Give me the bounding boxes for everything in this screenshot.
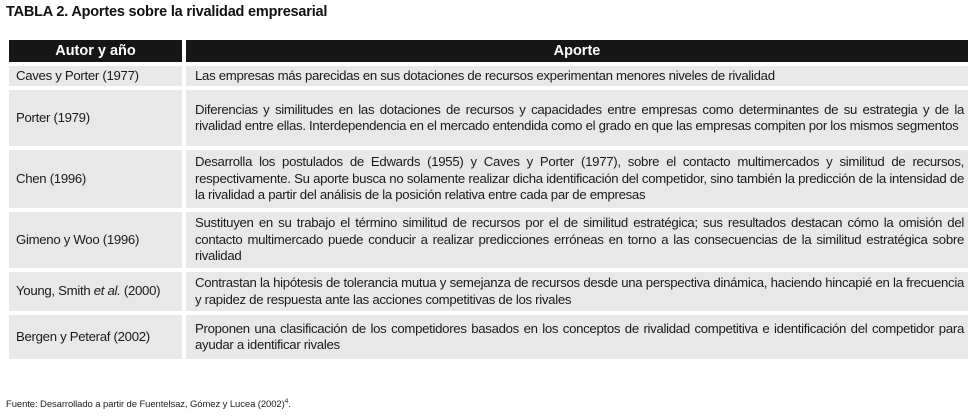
source-note: Fuente: Desarrollado a partir de Fuentelsaz, Gómez y Lucea $(2002)^4$.: [6, 398, 291, 411]
header-contribution: Aporte: [186, 40, 968, 62]
contribution-cell: Diferencias y similitudes en las dotaciones de recursos y capacidades entre empresas como determinantes de su estrategia y de la rivalidad entre ellas. Interdependencia en el mercado entendida como el grado en que las empresas compiten por los mismos segmentos: [186, 86, 968, 146]
contribution-cell: Desarrolla los postulados de Edwards (1955) y Caves y Porter (1977), sobre el contacto multimercados y similitud de recursos, respectivamente. Su aporte busca no solamente realizar dicha identificación del competidor, sino también la predicción de la intensidad de la rivalidad a partir del análisis de la posición relativa entre cada par de empresas: [186, 146, 968, 208]
contributions-table: [9, 40, 968, 359]
author-cell: Young, Smith et al. (2000): [9, 268, 186, 311]
footnote-mark: 4: [284, 398, 289, 405]
author-cell: Bergen y Peteraf (2002): [9, 311, 186, 359]
author-cell: Chen (1996): [9, 146, 186, 208]
table-header-row: [9, 40, 968, 62]
table-row: [9, 62, 968, 86]
contribution-cell: Contrastan la hipótesis de tolerancia mutua y semejanza de recursos desde una perspectiva dinámica, haciendo hincapié en la frecuencia y rapidez de respuesta ante las acciones competitivas de los rivales: [186, 268, 968, 311]
contribution-cell: Proponen una clasificación de los competidores basados en los conceptos de rivalidad competitiva e identificación del competidor para ayudar a identificar rivales: [186, 311, 968, 359]
table-row: [9, 146, 968, 208]
author-cell: Porter (1979): [9, 86, 186, 146]
table-row: [9, 311, 968, 359]
table-row: [9, 86, 968, 146]
table-row: [9, 268, 968, 311]
table-row: [9, 208, 968, 268]
contribution-cell: Las empresas más parecidas en sus dotaciones de recursos experimentan menores niveles de rivalidad: [186, 62, 968, 86]
table-title: TABLA 2. Aportes sobre la rivalidad empresarial: [6, 4, 328, 20]
contribution-cell: Sustituyen en su trabajo el término similitud de recursos por el de similitud estratégica; sus resultados destacan cómo la omisión del contacto multimercado puede conducir a realizar predicciones erróneas en torno a las consecuencias de la similitud estratégica sobre rivalidad: [186, 208, 968, 268]
author-cell: Gimeno y Woo (1996): [9, 208, 186, 268]
author-cell: Caves y Porter (1977): [9, 62, 186, 86]
header-author-year: Autor y año: [9, 40, 186, 62]
